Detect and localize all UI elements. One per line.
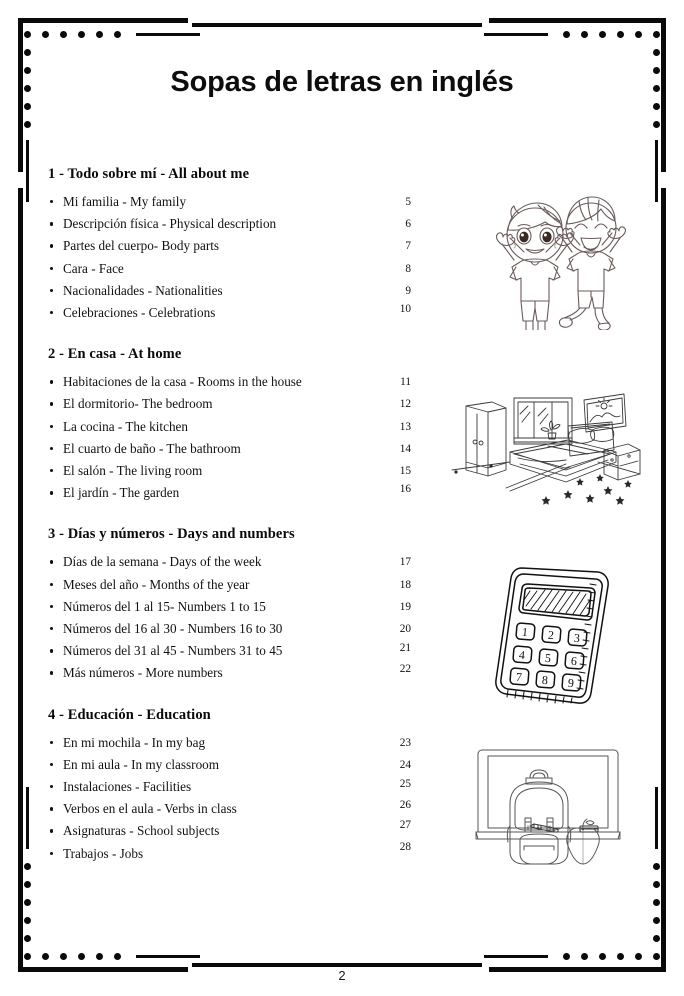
bullet-icon	[50, 852, 53, 855]
frame-bottom-center-rule	[192, 963, 482, 967]
toc-entry-page: 16	[399, 483, 411, 496]
calculator-key-4: 4	[518, 647, 526, 663]
toc-entry-label: Verbos en el aula - Verbs in class	[63, 801, 237, 817]
bullet-icon	[50, 267, 53, 270]
toc-entry-page: 5	[405, 196, 411, 208]
frame-top-center-rule	[192, 23, 482, 27]
toc-entry-label: Números del 1 al 15- Numbers 1 to 15	[63, 598, 266, 614]
bullet-icon	[50, 289, 53, 292]
blackboard-backpack-apple-illustration	[468, 742, 628, 868]
toc-entry-page: 8	[405, 262, 411, 275]
toc-entry-page: 10	[399, 303, 411, 316]
bullet-icon	[50, 222, 53, 225]
bullet-icon	[50, 447, 53, 450]
calculator-key-5: 5	[544, 650, 552, 666]
bullet-icon	[50, 627, 53, 630]
calculator-key-9: 9	[567, 675, 575, 691]
bullet-icon	[50, 741, 53, 744]
toc-entry-label: Celebraciones - Celebrations	[63, 305, 216, 321]
bullet-icon	[50, 560, 53, 563]
calculator-key-3: 3	[573, 630, 581, 646]
toc-entry-label: La cocina - The kitchen	[63, 418, 188, 434]
two-children-cheering-illustration	[468, 190, 628, 330]
calculator-key-8: 8	[541, 672, 549, 688]
calculator-key-1: 1	[521, 624, 529, 640]
section-heading: 4 - Educación - Education	[48, 706, 211, 723]
bullet-icon	[50, 807, 53, 810]
bullet-icon	[50, 583, 53, 586]
section-heading: 2 - En casa - At home	[48, 346, 182, 363]
section-heading: 3 - Días y números - Days and numbers	[48, 526, 295, 543]
toc-entry-label: Más números - More numbers	[63, 665, 223, 681]
toc-entry-page: 9	[405, 284, 411, 297]
toc-entry-label: El cuarto de baño - The bathroom	[63, 440, 241, 456]
bedroom-interior-illustration	[448, 378, 644, 506]
toc-entry-page: 15	[399, 465, 411, 478]
bullet-icon	[50, 244, 53, 247]
toc-entry-label: El salón - The living room	[63, 463, 203, 479]
toc-entry-page: 21	[399, 642, 411, 655]
toc-entry-label: Partes del cuerpo- Body parts	[63, 238, 220, 254]
toc-entry-label: Mi familia - My family	[63, 194, 187, 209]
toc-entry-page: 14	[399, 442, 411, 455]
toc-entry-page: 28	[399, 840, 411, 853]
toc-entry-page: 11	[400, 376, 411, 389]
bullet-icon	[50, 402, 53, 405]
section-heading: 1 - Todo sobre mí - All about me	[48, 166, 250, 182]
toc-entry-page: 6	[405, 218, 411, 231]
toc-entry-label: Habitaciones de la casa - Rooms in the house	[63, 374, 302, 390]
toc-entry-page: 27	[399, 819, 411, 832]
page-title: Sopas de letras en inglés	[170, 66, 514, 98]
frame-left-lower-rule	[18, 188, 23, 972]
toc-entry-label: Trabajos - Jobs	[63, 845, 144, 861]
toc-entry-page: 13	[399, 420, 411, 433]
page-number: 2	[338, 968, 346, 983]
bullet-icon	[50, 311, 53, 314]
bullet-icon	[50, 829, 53, 832]
bullet-icon	[50, 785, 53, 788]
toc-entry-label: Días de la semana - Days of the week	[63, 554, 262, 570]
toc-entry-page: 24	[399, 758, 411, 771]
toc-entry-label: En mi aula - In my classroom	[63, 756, 220, 772]
toc-entry-label: Nacionalidades - Nationalities	[63, 282, 223, 298]
bullet-icon	[50, 649, 53, 652]
toc-entry-label: Instalaciones - Facilities	[63, 779, 192, 795]
toc-entry-label: Asignaturas - School subjects	[63, 823, 220, 839]
frame-right-lower-rule	[661, 188, 666, 972]
toc-entry-label: En mi mochila - In my bag	[63, 734, 206, 750]
toc-entry-page: 7	[405, 240, 411, 253]
bullet-icon	[50, 671, 53, 674]
toc-entry-page: 12	[399, 398, 411, 411]
toc-entry-label: Meses del año - Months of the year	[63, 576, 250, 592]
frame-top-right-rule	[489, 18, 666, 23]
bullet-icon	[50, 200, 53, 203]
bullet-icon	[50, 763, 53, 766]
toc-entry-label: El jardín - The garden	[63, 485, 180, 501]
toc-entry-label: Cara - Face	[63, 260, 124, 276]
bullet-icon	[50, 491, 53, 494]
toc-entry-page: 20	[399, 623, 411, 636]
frame-top-left-rule	[18, 18, 188, 23]
toc-entry-label: Números del 16 al 30 - Numbers 16 to 30	[63, 621, 283, 637]
calculator-key-6: 6	[570, 653, 578, 669]
toc-entry-page: 17	[399, 556, 411, 569]
toc-entry-page: 22	[399, 663, 411, 676]
toc-entry-page: 19	[399, 600, 411, 613]
calculator-key-2: 2	[547, 627, 555, 643]
bullet-icon	[50, 425, 53, 428]
toc-entry-page: 18	[399, 578, 411, 591]
calculator-key-7: 7	[515, 669, 523, 685]
toc-entry-label: Descripción física - Physical description	[63, 216, 277, 232]
bullet-icon	[50, 469, 53, 472]
toc-entry-label: Números del 31 al 45 - Numbers 31 to 45	[63, 643, 283, 659]
bullet-icon	[50, 605, 53, 608]
toc-entry-page: 23	[399, 736, 411, 749]
toc-entry-page: 26	[399, 799, 411, 812]
toc-entry-label: El dormitorio- The bedroom	[63, 396, 213, 412]
bullet-icon	[50, 380, 53, 383]
toc-entry-page: 25	[399, 778, 411, 791]
calculator-illustration	[490, 562, 615, 707]
